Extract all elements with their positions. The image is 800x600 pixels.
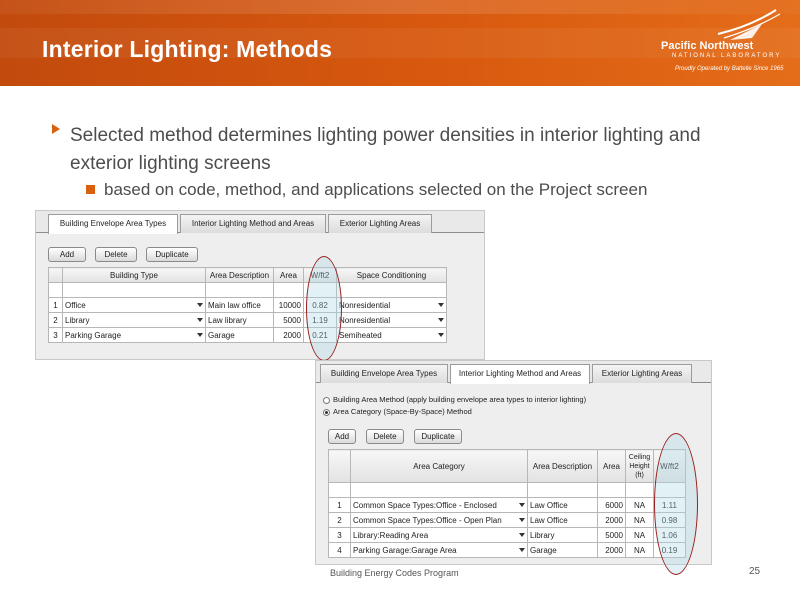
logo-swoosh-icon — [656, 8, 796, 42]
row-number: 4 — [329, 543, 351, 558]
page-number: 25 — [749, 566, 761, 577]
add-button[interactable]: Add — [48, 247, 86, 262]
space-conditioning-dropdown[interactable] — [337, 298, 447, 313]
area-cell[interactable]: 2000 — [274, 328, 304, 343]
footer-program: Building Energy Codes Program — [330, 568, 459, 578]
dropdown-arrow-icon[interactable] — [519, 533, 525, 537]
building-type-dropdown[interactable] — [63, 328, 206, 343]
table-row[interactable] — [49, 313, 447, 328]
area-description-cell[interactable]: Law Office — [528, 498, 598, 513]
tab-exterior-lighting-areas[interactable]: Exterior Lighting Areas — [592, 364, 692, 383]
logo-tagline: Proudly Operated by Battelle Since 1965 — [675, 66, 784, 72]
space-conditioning-dropdown[interactable] — [337, 313, 447, 328]
pnnl-logo — [656, 8, 796, 82]
area-description-cell[interactable]: Garage — [206, 328, 274, 343]
dropdown-arrow-icon[interactable] — [438, 333, 444, 337]
wft2-cell: 0.98 — [654, 513, 686, 528]
dropdown-value: Common Space Types:Office - Open Plan — [353, 515, 502, 525]
column-header: Area — [274, 268, 304, 283]
tab-interior-lighting-method[interactable]: Interior Lighting Method and Areas — [450, 364, 590, 384]
area-category-dropdown[interactable] — [351, 513, 528, 528]
dropdown-arrow-icon[interactable] — [519, 518, 525, 522]
dropdown-arrow-icon[interactable] — [438, 303, 444, 307]
dropdown-arrow-icon[interactable] — [197, 333, 203, 337]
building-area-method-radio[interactable] — [323, 395, 586, 404]
table-header-row — [329, 450, 686, 483]
sub-bullet-text: based on code, method, and applications selected on the Project screen — [104, 180, 648, 199]
area-description-cell[interactable]: Law Office — [528, 513, 598, 528]
column-header: Area — [598, 450, 626, 483]
wft2-cell: 0.21 — [304, 328, 337, 343]
area-category-dropdown[interactable] — [351, 498, 528, 513]
dropdown-arrow-icon[interactable] — [197, 303, 203, 307]
dropdown-value: Library — [65, 315, 90, 325]
row-number: 1 — [329, 498, 351, 513]
ceiling-height-cell[interactable]: NA — [626, 513, 654, 528]
dropdown-value: Parking Garage:Garage Area — [353, 545, 457, 555]
dropdown-arrow-icon[interactable] — [438, 318, 444, 322]
area-cell[interactable]: 2000 — [598, 543, 626, 558]
row-number: 2 — [329, 513, 351, 528]
blank-row — [329, 483, 686, 498]
row-number: 2 — [49, 313, 63, 328]
table-row[interactable] — [329, 513, 686, 528]
column-header: Area Description — [528, 450, 598, 483]
radio-label: Building Area Method (apply building envelope area types to interior lighting) — [333, 395, 587, 404]
sub-bullet-square-icon — [86, 185, 95, 194]
dropdown-arrow-icon[interactable] — [519, 548, 525, 552]
wft2-cell: 1.11 — [654, 498, 686, 513]
area-cell[interactable]: 6000 — [598, 498, 626, 513]
wft2-cell: 0.82 — [304, 298, 337, 313]
area-description-cell[interactable]: Law library — [206, 313, 274, 328]
area-category-method-radio[interactable] — [323, 407, 472, 416]
dropdown-value: Semiheated — [339, 330, 382, 340]
area-category-dropdown[interactable] — [351, 528, 528, 543]
dropdown-value: Library:Reading Area — [353, 530, 429, 540]
area-cell[interactable]: 5000 — [598, 528, 626, 543]
row-number: 3 — [49, 328, 63, 343]
delete-button[interactable]: Delete — [366, 429, 404, 444]
area-category-dropdown[interactable] — [351, 543, 528, 558]
row-number: 1 — [49, 298, 63, 313]
bullet-text: Selected method determines lighting power densities in interior lighting and exterior lighting screens — [70, 125, 701, 174]
tab-building-envelope-area-types[interactable]: Building Envelope Area Types — [48, 214, 178, 234]
building-type-dropdown[interactable] — [63, 298, 206, 313]
tab-bar — [36, 211, 484, 233]
area-description-cell[interactable]: Main law office — [206, 298, 274, 313]
building-type-table — [48, 267, 447, 343]
radio-unselected-icon[interactable] — [323, 397, 330, 404]
tab-bar — [316, 361, 711, 383]
radio-selected-icon[interactable] — [323, 409, 330, 416]
dropdown-value: Common Space Types:Office - Enclosed — [353, 500, 497, 510]
tab-exterior-lighting-areas[interactable]: Exterior Lighting Areas — [328, 214, 432, 233]
column-header: Space Conditioning — [337, 268, 447, 283]
column-header: Ceiling Height (ft) — [626, 450, 654, 483]
bullet-triangle-icon — [52, 124, 60, 134]
logo-name: Pacific Northwest — [661, 40, 754, 52]
dropdown-value: Nonresidential — [339, 315, 391, 325]
area-description-cell[interactable]: Library — [528, 528, 598, 543]
radio-label: Area Category (Space-By-Space) Method — [333, 407, 472, 416]
table-row[interactable] — [49, 298, 447, 313]
add-button[interactable]: Add — [328, 429, 356, 444]
wft2-cell: 1.06 — [654, 528, 686, 543]
table-row[interactable] — [329, 528, 686, 543]
column-header: Area Category — [351, 450, 528, 483]
table-row[interactable] — [329, 498, 686, 513]
tab-building-envelope-area-types[interactable]: Building Envelope Area Types — [320, 364, 448, 383]
blank-row — [49, 283, 447, 298]
building-type-dropdown[interactable] — [63, 313, 206, 328]
dropdown-arrow-icon[interactable] — [519, 503, 525, 507]
row-number: 3 — [329, 528, 351, 543]
area-cell[interactable]: 2000 — [598, 513, 626, 528]
area-category-table — [328, 449, 686, 558]
duplicate-button[interactable]: Duplicate — [414, 429, 462, 444]
area-cell[interactable]: 5000 — [274, 313, 304, 328]
column-header: W/ft2 — [304, 268, 337, 283]
column-header — [49, 268, 63, 283]
wft2-highlight-oval — [654, 433, 698, 575]
delete-button[interactable]: Delete — [95, 247, 137, 262]
duplicate-button[interactable]: Duplicate — [146, 247, 198, 262]
area-category-screenshot — [315, 360, 712, 565]
dropdown-value: Office — [65, 300, 86, 310]
slide-title: Interior Lighting: Methods — [42, 36, 333, 62]
dropdown-value: Nonresidential — [339, 300, 391, 310]
column-header: W/ft2 — [654, 450, 686, 483]
ceiling-height-cell[interactable]: NA — [626, 528, 654, 543]
table-row[interactable] — [329, 543, 686, 558]
dropdown-arrow-icon[interactable] — [197, 318, 203, 322]
tab-interior-lighting-method[interactable]: Interior Lighting Method and Areas — [180, 214, 326, 233]
column-header: Building Type — [63, 268, 206, 283]
space-conditioning-dropdown[interactable] — [337, 328, 447, 343]
table-row[interactable] — [49, 328, 447, 343]
table-header-row — [49, 268, 447, 283]
wft2-highlight-oval — [306, 256, 342, 361]
dropdown-value: Parking Garage — [65, 330, 122, 340]
area-cell[interactable]: 10000 — [274, 298, 304, 313]
wft2-cell: 1.19 — [304, 313, 337, 328]
wft2-cell: 0.19 — [654, 543, 686, 558]
slide-header — [0, 0, 800, 86]
logo-subtitle: NATIONAL LABORATORY — [672, 53, 782, 59]
column-header: Area Description — [206, 268, 274, 283]
ceiling-height-cell[interactable]: NA — [626, 498, 654, 513]
building-area-screenshot — [35, 210, 485, 360]
column-header — [329, 450, 351, 483]
ceiling-height-cell[interactable]: NA — [626, 543, 654, 558]
area-description-cell[interactable]: Garage — [528, 543, 598, 558]
